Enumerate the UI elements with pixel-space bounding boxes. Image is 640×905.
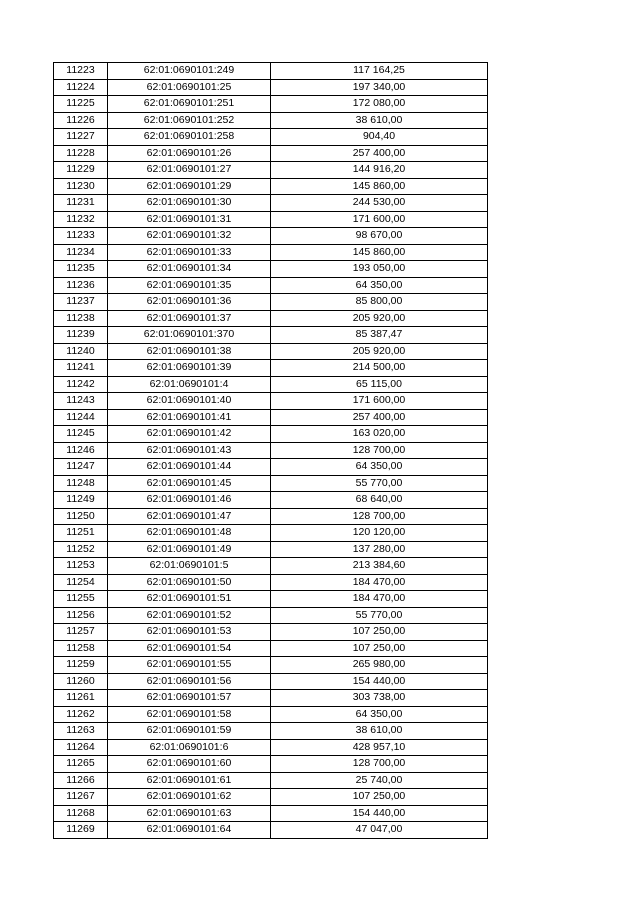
cadastral-number-cell: 62:01:0690101:53 — [108, 624, 271, 641]
table-row — [54, 756, 488, 773]
cadastral-value-cell: 172 080,00 — [271, 96, 488, 113]
cadastral-number-cell: 62:01:0690101:39 — [108, 360, 271, 377]
row-number-cell: 11248 — [54, 475, 108, 492]
table-row — [54, 624, 488, 641]
cadastral-value-cell: 171 600,00 — [271, 211, 488, 228]
table-row — [54, 475, 488, 492]
table-row — [54, 640, 488, 657]
cadastral-value-cell: 55 770,00 — [271, 475, 488, 492]
cadastral-value-cell: 25 740,00 — [271, 772, 488, 789]
cadastral-number-cell: 62:01:0690101:43 — [108, 442, 271, 459]
cadastral-value-cell: 171 600,00 — [271, 393, 488, 410]
cadastral-value-cell: 107 250,00 — [271, 789, 488, 806]
cadastral-number-cell: 62:01:0690101:46 — [108, 492, 271, 509]
cadastral-value-cell: 64 350,00 — [271, 459, 488, 476]
cadastral-value-cell: 107 250,00 — [271, 640, 488, 657]
cadastral-value-cell: 85 387,47 — [271, 327, 488, 344]
row-number-cell: 11234 — [54, 244, 108, 261]
cadastral-value-cell: 47 047,00 — [271, 822, 488, 839]
cadastral-number-cell: 62:01:0690101:54 — [108, 640, 271, 657]
cadastral-value-cell: 205 920,00 — [271, 343, 488, 360]
row-number-cell: 11249 — [54, 492, 108, 509]
cadastral-number-cell: 62:01:0690101:370 — [108, 327, 271, 344]
table-row — [54, 805, 488, 822]
cadastral-number-cell: 62:01:0690101:52 — [108, 607, 271, 624]
row-number-cell: 11231 — [54, 195, 108, 212]
cadastral-value-cell: 265 980,00 — [271, 657, 488, 674]
cadastral-value-cell: 128 700,00 — [271, 442, 488, 459]
cadastral-value-cell: 163 020,00 — [271, 426, 488, 443]
table-row — [54, 673, 488, 690]
row-number-cell: 11259 — [54, 657, 108, 674]
cadastral-value-cell: 213 384,60 — [271, 558, 488, 575]
row-number-cell: 11226 — [54, 112, 108, 129]
cadastral-number-cell: 62:01:0690101:4 — [108, 376, 271, 393]
cadastral-number-cell: 62:01:0690101:249 — [108, 63, 271, 80]
row-number-cell: 11256 — [54, 607, 108, 624]
cadastral-number-cell: 62:01:0690101:6 — [108, 739, 271, 756]
cadastral-value-cell: 117 164,25 — [271, 63, 488, 80]
row-number-cell: 11254 — [54, 574, 108, 591]
cadastral-value-cell: 55 770,00 — [271, 607, 488, 624]
row-number-cell: 11237 — [54, 294, 108, 311]
cadastral-value-cell: 197 340,00 — [271, 79, 488, 96]
table-row — [54, 343, 488, 360]
cadastral-value-cell: 68 640,00 — [271, 492, 488, 509]
table-row — [54, 706, 488, 723]
cadastral-value-cell: 137 280,00 — [271, 541, 488, 558]
table-row — [54, 508, 488, 525]
cadastral-value-cell: 904,40 — [271, 129, 488, 146]
cadastral-number-cell: 62:01:0690101:41 — [108, 409, 271, 426]
table-body — [54, 63, 488, 839]
row-number-cell: 11228 — [54, 145, 108, 162]
table-row — [54, 739, 488, 756]
cadastral-number-cell: 62:01:0690101:32 — [108, 228, 271, 245]
table-row — [54, 360, 488, 377]
cadastral-number-cell: 62:01:0690101:33 — [108, 244, 271, 261]
cadastral-value-cell: 107 250,00 — [271, 624, 488, 641]
table-row — [54, 574, 488, 591]
cadastral-number-cell: 62:01:0690101:60 — [108, 756, 271, 773]
cadastral-number-cell: 62:01:0690101:40 — [108, 393, 271, 410]
cadastral-value-cell: 38 610,00 — [271, 723, 488, 740]
cadastral-value-cell: 128 700,00 — [271, 756, 488, 773]
table-row — [54, 772, 488, 789]
row-number-cell: 11224 — [54, 79, 108, 96]
table-row — [54, 525, 488, 542]
row-number-cell: 11264 — [54, 739, 108, 756]
table-row — [54, 492, 488, 509]
table-row — [54, 426, 488, 443]
row-number-cell: 11252 — [54, 541, 108, 558]
cadastral-number-cell: 62:01:0690101:251 — [108, 96, 271, 113]
table-row — [54, 145, 488, 162]
row-number-cell: 11245 — [54, 426, 108, 443]
table-row — [54, 541, 488, 558]
cadastral-value-cell: 303 738,00 — [271, 690, 488, 707]
table-row — [54, 442, 488, 459]
row-number-cell: 11238 — [54, 310, 108, 327]
cadastral-number-cell: 62:01:0690101:49 — [108, 541, 271, 558]
row-number-cell: 11261 — [54, 690, 108, 707]
cadastral-value-cell: 98 670,00 — [271, 228, 488, 245]
cadastral-value-cell: 120 120,00 — [271, 525, 488, 542]
cadastral-number-cell: 62:01:0690101:62 — [108, 789, 271, 806]
cadastral-value-cell: 184 470,00 — [271, 591, 488, 608]
cadastral-value-cell: 184 470,00 — [271, 574, 488, 591]
table-row — [54, 195, 488, 212]
table-row — [54, 63, 488, 80]
cadastral-value-cell: 85 800,00 — [271, 294, 488, 311]
cadastral-value-cell: 144 916,20 — [271, 162, 488, 179]
row-number-cell: 11266 — [54, 772, 108, 789]
row-number-cell: 11227 — [54, 129, 108, 146]
table-row — [54, 376, 488, 393]
cadastral-value-cell: 154 440,00 — [271, 805, 488, 822]
row-number-cell: 11246 — [54, 442, 108, 459]
table-row — [54, 591, 488, 608]
table-row — [54, 393, 488, 410]
table-row — [54, 723, 488, 740]
cadastral-number-cell: 62:01:0690101:31 — [108, 211, 271, 228]
row-number-cell: 11241 — [54, 360, 108, 377]
row-number-cell: 11255 — [54, 591, 108, 608]
row-number-cell: 11229 — [54, 162, 108, 179]
table-row — [54, 261, 488, 278]
cadastral-value-cell: 65 115,00 — [271, 376, 488, 393]
table-row — [54, 162, 488, 179]
row-number-cell: 11253 — [54, 558, 108, 575]
cadastral-number-cell: 62:01:0690101:36 — [108, 294, 271, 311]
cadastral-number-cell: 62:01:0690101:38 — [108, 343, 271, 360]
cadastral-value-cell: 214 500,00 — [271, 360, 488, 377]
table-row — [54, 277, 488, 294]
table-row — [54, 96, 488, 113]
cadastral-number-cell: 62:01:0690101:25 — [108, 79, 271, 96]
row-number-cell: 11263 — [54, 723, 108, 740]
row-number-cell: 11233 — [54, 228, 108, 245]
cadastral-number-cell: 62:01:0690101:258 — [108, 129, 271, 146]
table-row — [54, 79, 488, 96]
table-row — [54, 558, 488, 575]
row-number-cell: 11262 — [54, 706, 108, 723]
row-number-cell: 11250 — [54, 508, 108, 525]
cadastral-value-cell: 154 440,00 — [271, 673, 488, 690]
cadastral-value-cell: 257 400,00 — [271, 145, 488, 162]
table-row — [54, 459, 488, 476]
cadastral-number-cell: 62:01:0690101:27 — [108, 162, 271, 179]
table-row — [54, 211, 488, 228]
cadastral-value-cell: 257 400,00 — [271, 409, 488, 426]
row-number-cell: 11267 — [54, 789, 108, 806]
cadastral-number-cell: 62:01:0690101:48 — [108, 525, 271, 542]
cadastral-number-cell: 62:01:0690101:29 — [108, 178, 271, 195]
cadastral-number-cell: 62:01:0690101:44 — [108, 459, 271, 476]
cadastral-number-cell: 62:01:0690101:61 — [108, 772, 271, 789]
cadastral-number-cell: 62:01:0690101:30 — [108, 195, 271, 212]
cadastral-value-cell: 38 610,00 — [271, 112, 488, 129]
cadastral-value-cell: 128 700,00 — [271, 508, 488, 525]
cadastral-value-cell: 64 350,00 — [271, 706, 488, 723]
table-row — [54, 112, 488, 129]
table-row — [54, 244, 488, 261]
cadastral-value-cell: 64 350,00 — [271, 277, 488, 294]
row-number-cell: 11269 — [54, 822, 108, 839]
cadastral-number-cell: 62:01:0690101:5 — [108, 558, 271, 575]
row-number-cell: 11225 — [54, 96, 108, 113]
row-number-cell: 11244 — [54, 409, 108, 426]
cadastral-number-cell: 62:01:0690101:55 — [108, 657, 271, 674]
row-number-cell: 11239 — [54, 327, 108, 344]
row-number-cell: 11265 — [54, 756, 108, 773]
table-row — [54, 294, 488, 311]
cadastral-value-cell: 145 860,00 — [271, 244, 488, 261]
cadastral-number-cell: 62:01:0690101:64 — [108, 822, 271, 839]
table-row — [54, 607, 488, 624]
row-number-cell: 11242 — [54, 376, 108, 393]
table-row — [54, 129, 488, 146]
cadastral-value-cell: 193 050,00 — [271, 261, 488, 278]
table-row — [54, 657, 488, 674]
cadastral-number-cell: 62:01:0690101:51 — [108, 591, 271, 608]
table-row — [54, 690, 488, 707]
row-number-cell: 11230 — [54, 178, 108, 195]
cadastral-number-cell: 62:01:0690101:26 — [108, 145, 271, 162]
cadastral-number-cell: 62:01:0690101:56 — [108, 673, 271, 690]
row-number-cell: 11236 — [54, 277, 108, 294]
cadastral-number-cell: 62:01:0690101:47 — [108, 508, 271, 525]
cadastral-number-cell: 62:01:0690101:57 — [108, 690, 271, 707]
table-row — [54, 228, 488, 245]
cadastral-number-cell: 62:01:0690101:37 — [108, 310, 271, 327]
row-number-cell: 11235 — [54, 261, 108, 278]
table-row — [54, 327, 488, 344]
cadastral-number-cell: 62:01:0690101:59 — [108, 723, 271, 740]
table-row — [54, 822, 488, 839]
table-row — [54, 409, 488, 426]
table-row — [54, 789, 488, 806]
cadastral-value-cell: 428 957,10 — [271, 739, 488, 756]
table-row — [54, 178, 488, 195]
row-number-cell: 11251 — [54, 525, 108, 542]
cadastral-number-cell: 62:01:0690101:45 — [108, 475, 271, 492]
cadastral-value-table — [53, 62, 488, 839]
cadastral-number-cell: 62:01:0690101:42 — [108, 426, 271, 443]
cadastral-number-cell: 62:01:0690101:50 — [108, 574, 271, 591]
cadastral-number-cell: 62:01:0690101:58 — [108, 706, 271, 723]
table-row — [54, 310, 488, 327]
cadastral-value-cell: 244 530,00 — [271, 195, 488, 212]
row-number-cell: 11247 — [54, 459, 108, 476]
row-number-cell: 11268 — [54, 805, 108, 822]
row-number-cell: 11232 — [54, 211, 108, 228]
cadastral-number-cell: 62:01:0690101:35 — [108, 277, 271, 294]
row-number-cell: 11243 — [54, 393, 108, 410]
cadastral-value-cell: 205 920,00 — [271, 310, 488, 327]
cadastral-number-cell: 62:01:0690101:63 — [108, 805, 271, 822]
cadastral-value-cell: 145 860,00 — [271, 178, 488, 195]
cadastral-number-cell: 62:01:0690101:34 — [108, 261, 271, 278]
row-number-cell: 11257 — [54, 624, 108, 641]
cadastral-number-cell: 62:01:0690101:252 — [108, 112, 271, 129]
row-number-cell: 11260 — [54, 673, 108, 690]
row-number-cell: 11258 — [54, 640, 108, 657]
row-number-cell: 11223 — [54, 63, 108, 80]
row-number-cell: 11240 — [54, 343, 108, 360]
